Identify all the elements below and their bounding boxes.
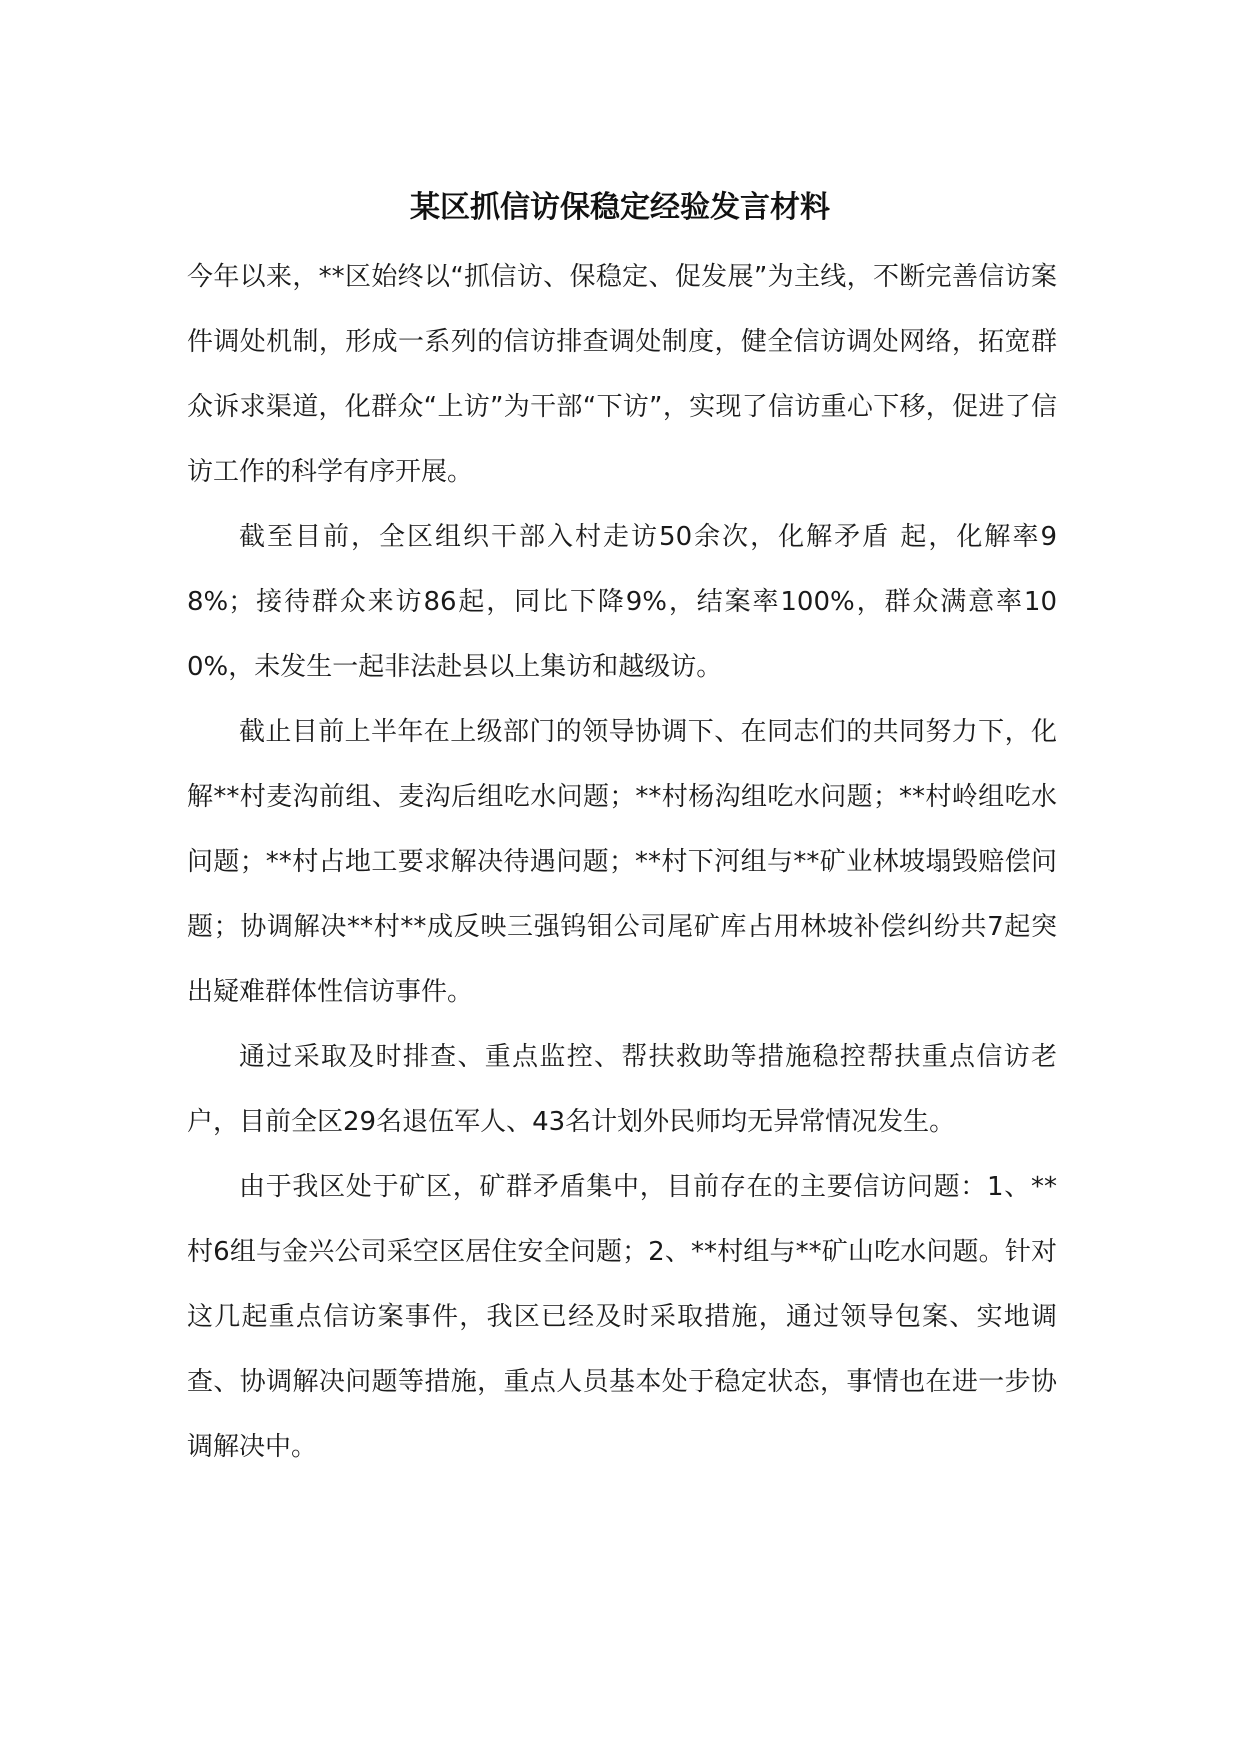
document-body	[187, 245, 1057, 1480]
paragraph-main-problems: 由于我区处于矿区，矿群矛盾集中，目前存在的主要信访问题：1、**村6组与金兴公司采空区居住安全问题；2、**村组与**矿山吃水问题。针对这几起重点信访案事件，我区已经及时采取措施，通过领导包案、实地调查、协调解决问题等措施，重点人员基本处于稳定状态，事情也在进一步协调解决中。	[187, 1172, 1057, 1462]
document-title: 某区抓信访保稳定经验发言材料	[410, 190, 830, 225]
paragraph-intro: 今年以来，**区始终以“抓信访、保稳定、促发展”为主线，不断完善信访案件调处机制，形成一系列的信访排查调处制度，健全信访调处网络，拓宽群众诉求渠道，化群众“上访”为干部“下访”，实现了信访重心下移，促进了信访工作的科学有序开展。	[187, 262, 1057, 487]
paragraph-statistics: 截至目前，全区组织干部入村走访50余次，化解矛盾 起，化解率98%；接待群众来访86起，同比下降9%，结案率100%，群众满意率100%，未发生一起非法赴县以上集访和越级访。	[187, 522, 1057, 682]
paragraph-resolved-issues: 截止目前上半年在上级部门的领导协调下、在同志们的共同努力下，化解**村麦沟前组、麦沟后组吃水问题；**村杨沟组吃水问题；**村岭组吃水问题；**村占地工要求解决待遇问题；**村下河组与**矿业林坡塌毁赔偿问题；协调解决**村**成反映三强钨钼公司尾矿库占用林坡补偿纠纷共7起突出疑难群体性信访事件。	[187, 717, 1057, 1007]
paragraph-key-petitioners: 通过采取及时排查、重点监控、帮扶救助等措施稳控帮扶重点信访老户，目前全区29名退伍军人、43名计划外民师均无异常情况发生。	[187, 1042, 1057, 1137]
